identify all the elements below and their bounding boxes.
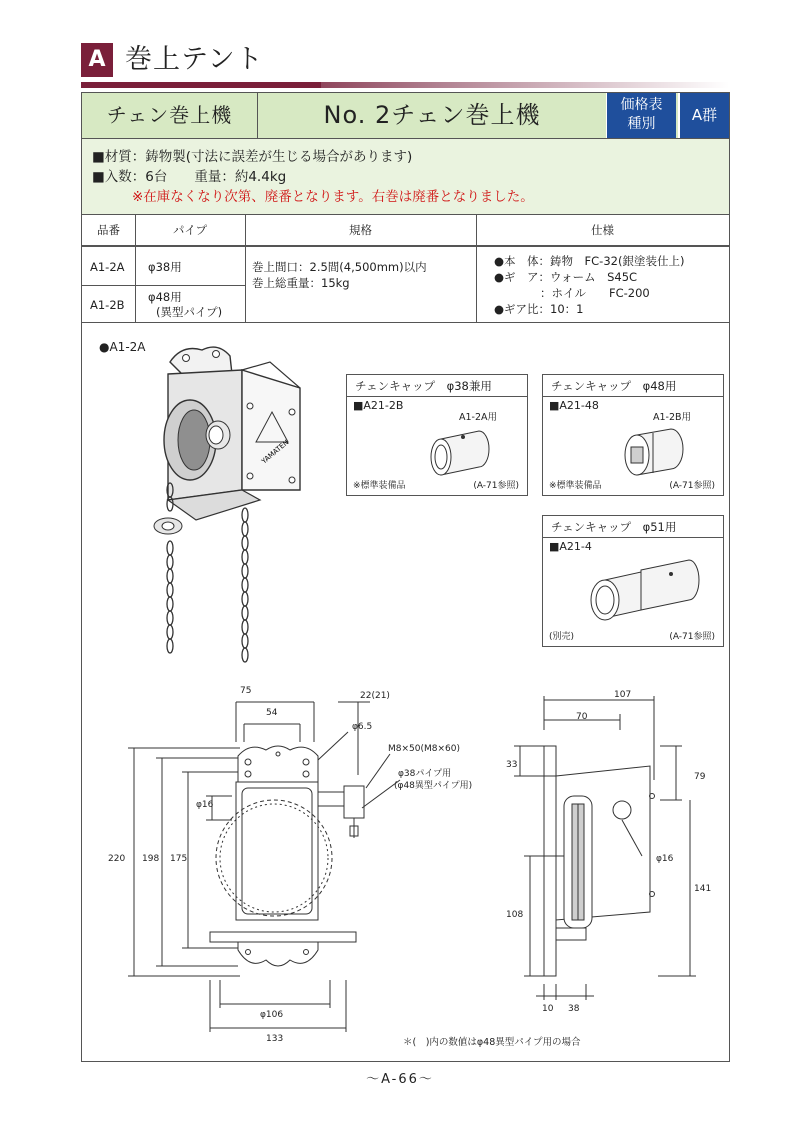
cap-use: A1-2B用: [653, 412, 692, 423]
discontinued-note: ※在庫なくなり次第、廃番となります。右巻は廃番となりました。: [132, 189, 534, 205]
price-type-label: [606, 93, 676, 138]
cap-foot-left: ※標準装備品: [549, 481, 602, 491]
dim-133: 133: [266, 1034, 284, 1044]
price-group: A群: [678, 93, 729, 138]
header-code: 品番: [82, 215, 135, 246]
cap-illustration: [579, 554, 709, 626]
brand-text: YAMATEN: [260, 438, 291, 466]
cap-foot-right: (A-71参照): [473, 481, 519, 491]
dim-pipe38: φ38パイプ用: [398, 769, 452, 779]
header-pipe: パイプ: [135, 215, 245, 246]
dim-pipe48: (φ48異型パイプ用): [394, 781, 473, 791]
front-view-drawing: [100, 680, 500, 1050]
row1-code: A1-2A: [90, 260, 125, 274]
section-title: 巻上テント: [125, 44, 264, 75]
dim-79: 79: [694, 772, 706, 782]
footnote: ＊( )内の数値はφ48異型パイプ用の場合: [403, 1037, 581, 1048]
dim-bolt: M8×50(M8×60): [388, 744, 460, 754]
dim-220: 220: [108, 854, 126, 864]
cap-title: チェンキャップ φ48用: [543, 375, 723, 397]
page-number: ～A-66～: [366, 1072, 434, 1087]
section-underline-accent: [81, 82, 321, 88]
section-badge: A: [81, 43, 113, 77]
dim-75: 75: [240, 686, 252, 696]
cap-code: ■A21-4: [549, 540, 592, 553]
price-type-label-2: 種別: [627, 116, 656, 132]
dim-hole-65: φ6.5: [352, 722, 373, 732]
spec-line4: ●ギア比：10：1: [494, 302, 584, 316]
cap-illustration: [617, 425, 689, 481]
spec-line2: ●ギ ア：ウォーム S45C: [494, 270, 638, 284]
cap-code: ■A21-2B: [353, 399, 404, 412]
cap-foot-right: (A-71参照): [669, 481, 715, 491]
dim-175: 175: [170, 854, 188, 864]
header-standard: 規格: [245, 215, 476, 246]
header-spec: 仕様: [476, 215, 729, 246]
category-name: チェン巻上機: [82, 93, 258, 138]
cap-foot-left: (別売): [549, 632, 575, 642]
dim-10: 10: [542, 1004, 554, 1014]
row2-code: A1-2B: [90, 298, 125, 312]
dim-108: 108: [506, 910, 524, 920]
material-line: ■材質：鋳物製(寸法に誤差が生じる場合があります): [92, 149, 413, 165]
chain-cap-48: [542, 374, 724, 496]
cap-use: A1-2A用: [459, 412, 498, 423]
spec-table: [82, 215, 729, 323]
spec-line1: ●本 体：鋳物 FC-32(銀塗装仕上): [494, 254, 685, 268]
cap-code: ■A21-48: [549, 399, 599, 412]
dim-16: φ16: [196, 800, 214, 810]
dim-107: 107: [614, 690, 632, 700]
spec-line3: ：ホイル FC-200: [494, 286, 650, 300]
dim-33: 33: [506, 760, 518, 770]
dim-198: 198: [142, 854, 160, 864]
main-figure-label: ●A1-2A: [99, 340, 146, 354]
price-type-label-1: 価格表: [620, 97, 663, 113]
cap-title: チェンキャップ φ38兼用: [347, 375, 527, 397]
material-info: [82, 139, 729, 215]
cap-illustration: [423, 427, 495, 479]
row2-pipe-sub: (異型パイプ): [156, 305, 223, 319]
dim-106: φ106: [260, 1010, 284, 1020]
chain-cap-51: [542, 515, 724, 647]
dim-70: 70: [576, 712, 588, 722]
standard-line2: 巻上総重量：15kg: [252, 276, 350, 290]
chain-cap-38: [346, 374, 528, 496]
row2-pipe: φ48用: [148, 290, 182, 304]
side-view-drawing: [500, 680, 710, 1020]
standard-line1: 巻上間口：2.5間(4,500mm)以内: [252, 260, 427, 274]
title-row: [82, 93, 729, 139]
product-name: No. 2チェン巻上機: [323, 101, 541, 129]
row1-pipe: φ38用: [148, 260, 182, 274]
section-header: [81, 43, 681, 79]
dim-16-right: φ16: [656, 854, 674, 864]
dim-54: 54: [266, 708, 278, 718]
dim-141: 141: [694, 884, 712, 894]
quantity-line: ■入数：6台 重量：約4.4kg: [92, 169, 287, 185]
dim-22: 22(21): [360, 691, 390, 701]
dim-38: 38: [568, 1004, 580, 1014]
cap-foot-left: ※標準装備品: [353, 481, 406, 491]
cap-title: チェンキャップ φ51用: [543, 516, 723, 538]
winch-illustration: [140, 340, 310, 670]
cap-foot-right: (A-71参照): [669, 632, 715, 642]
